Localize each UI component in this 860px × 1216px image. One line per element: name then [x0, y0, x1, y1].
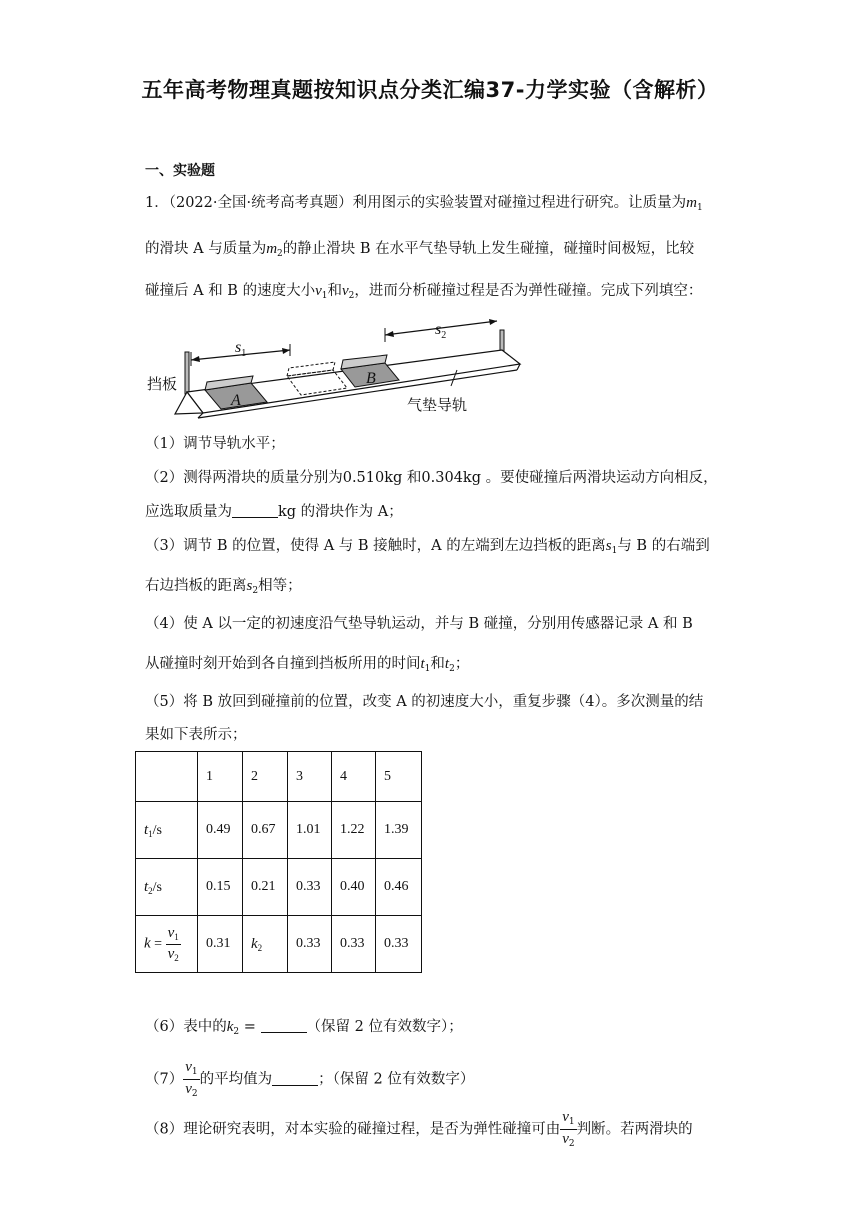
table-row: [136, 859, 422, 916]
step-4-line-2: 从碰撞时刻开始到各自撞到挡板所用的时间$t_1$和$t_2$；: [145, 656, 470, 674]
row-label-t1: $t_1/s$: [136, 802, 198, 859]
answer-blank-average[interactable]: [272, 1071, 318, 1086]
table-cell: 0.33: [288, 916, 332, 973]
table-row: [136, 916, 422, 973]
step-7: （7） $\frac{v_1}{v_2}$ 的平均值为 ；（保留 2 位有效数字）: [145, 1059, 475, 1099]
table-cell: 0.49: [198, 802, 243, 859]
slider-a-label: A: [231, 392, 241, 409]
row-label-k: k = $\frac{v_1}{v_2}$: [136, 916, 198, 973]
baffle-label: 挡板: [147, 375, 178, 393]
question-intro-line-2: 的滑块 A 与质量为$m_2$的静止滑块 B 在水平气垫导轨上发生碰撞，碰撞时间极短，比较: [145, 241, 695, 259]
v1-over-v2-fraction: $\frac{v_1}{v_2}$: [185, 1059, 198, 1099]
v1-over-v2-fraction: $\frac{v_1}{v_2}$: [562, 1109, 575, 1149]
right-baffle: [500, 330, 504, 352]
step-8: （8）理论研究表明，对本实验的碰撞过程，是否为弹性碰撞可由 $\frac{v_1}{v_2}$ 判断。若两滑块的: [145, 1109, 693, 1149]
table-cell: 1.01: [288, 802, 332, 859]
question-intro-line-3: 碰撞后 A 和 B 的速度大小$v_1$和$v_2$，进而分析碰撞过程是否为弹性碰撞。完成下列填空：: [145, 283, 703, 301]
table-cell: $k_2$: [243, 916, 288, 973]
slider-b-label: B: [366, 370, 376, 387]
s2-label: $s_2$: [435, 321, 447, 341]
table-header-cell: 2: [243, 752, 288, 802]
table-cell: 0.15: [198, 859, 243, 916]
step-2-line-1: （2）测得两滑块的质量分别为0.510kg 和0.304kg 。要使碰撞后两滑块运动方向相反，: [145, 470, 718, 486]
table-header-cell: [136, 752, 198, 802]
row-label-t2: $t_2/s$: [136, 859, 198, 916]
table-header-cell: 1: [198, 752, 243, 802]
table-cell: 0.33: [288, 859, 332, 916]
table-cell: 0.21: [243, 859, 288, 916]
step-2-line-2: 应选取质量为 kg 的滑块作为 A；: [145, 504, 403, 520]
page-title: 五年高考物理真题按知识点分类汇编37-力学实验（含解析）: [141, 78, 719, 102]
air-track-diagram: [145, 312, 535, 424]
table-header-row: [136, 752, 422, 802]
table-cell: 0.31: [198, 916, 243, 973]
step-5-line-2: 果如下表所示；: [145, 727, 247, 743]
table-cell: 0.67: [243, 802, 288, 859]
step-1: （1）调节导轨水平；: [145, 436, 285, 452]
left-baffle: [185, 352, 189, 394]
s1-label: $s_1$: [235, 339, 247, 359]
question-intro-line-1: 1．（2022·全国·统考高考真题）利用图示的实验装置对碰撞过程进行研究。让质量为$m_1$: [145, 195, 703, 213]
answer-blank-mass[interactable]: [232, 503, 278, 518]
step-6: （6）表中的$k_2$ = （保留 2 位有效数字）；: [145, 1019, 463, 1037]
table-cell: 0.33: [376, 916, 422, 973]
track-label: 气垫导轨: [407, 396, 468, 414]
step-3-line-2: 右边挡板的距离$s_2$相等；: [145, 578, 302, 596]
table-header-cell: 4: [332, 752, 376, 802]
step-3-line-1: （3）调节 B 的位置，使得 A 与 B 接触时，A 的左端到左边挡板的距离$s_1$与 B 的右端到: [145, 538, 710, 556]
table-cell: 1.22: [332, 802, 376, 859]
table-header-cell: 3: [288, 752, 332, 802]
table-cell: 0.33: [332, 916, 376, 973]
step-4-line-1: （4）使 A 以一定的初速度沿气垫导轨运动，并与 B 碰撞，分别用传感器记录 A 和 B: [145, 616, 693, 632]
table-cell: 0.46: [376, 859, 422, 916]
section-heading: 一、实验题: [145, 163, 215, 179]
answer-blank-k2[interactable]: [261, 1018, 307, 1033]
table-row: [136, 802, 422, 859]
step-5-line-1: （5）将 B 放回到碰撞前的位置，改变 A 的初速度大小，重复步骤（4）。多次测量的结: [145, 694, 704, 710]
table-cell: 1.39: [376, 802, 422, 859]
table-header-cell: 5: [376, 752, 422, 802]
results-table: [135, 751, 422, 973]
table-cell: 0.40: [332, 859, 376, 916]
